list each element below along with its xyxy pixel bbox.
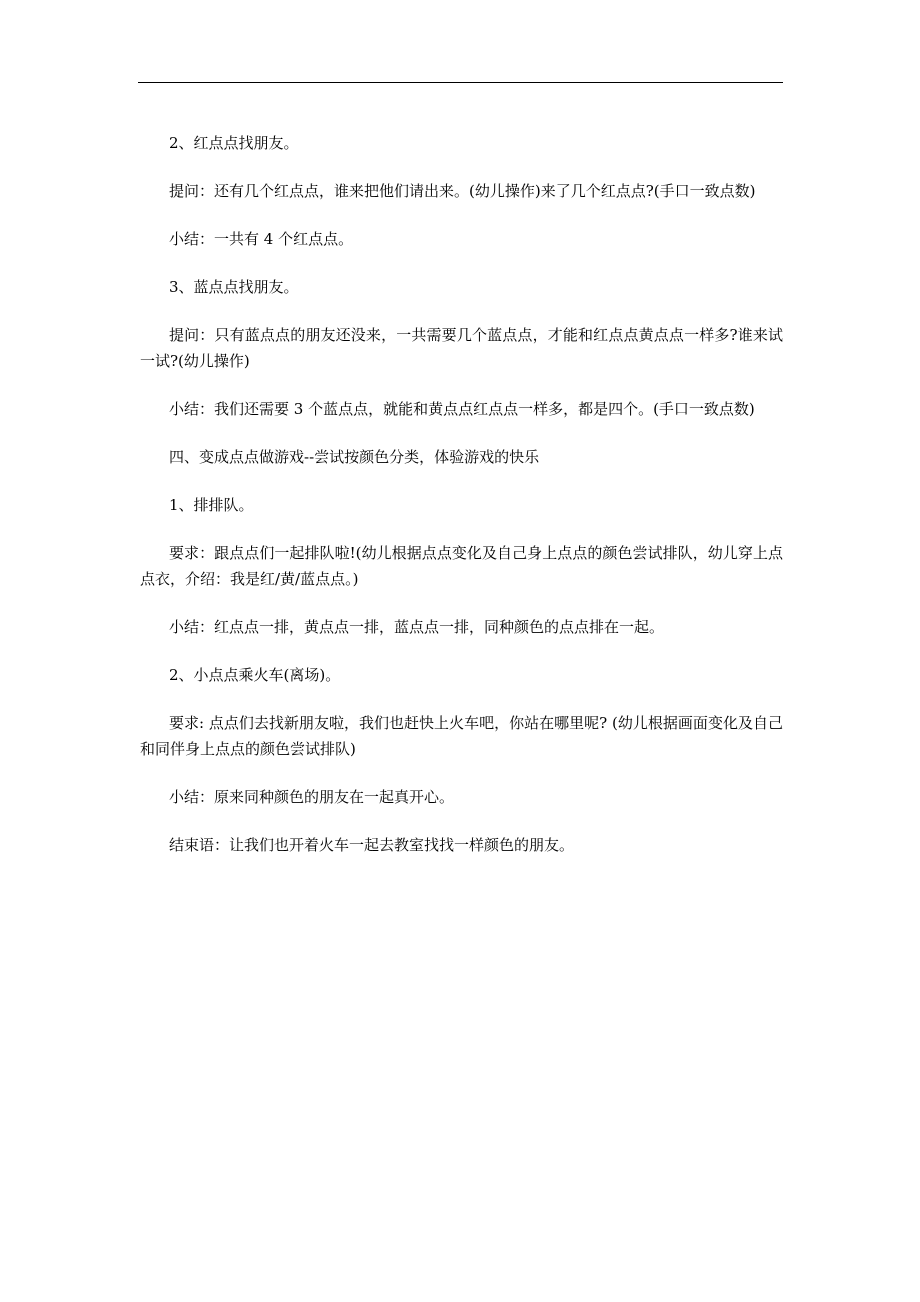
document-body <box>140 130 783 880</box>
paragraph-closing: 结束语：让我们也开着火车一起去教室找找一样颜色的朋友。 <box>169 836 575 854</box>
header-rule <box>138 82 783 83</box>
paragraph-red-dots-question: 提问：还有几个红点点，谁来把他们请出来。(幼儿操作)来了几个红点点?(手口一致点数) <box>169 182 756 200</box>
paragraph-line-up-summary: 小结：红点点一排，黄点点一排，蓝点点一排，同种颜色的点点排在一起。 <box>169 618 665 636</box>
section-four-heading: 四、变成点点做游戏--尝试按颜色分类，体验游戏的快乐 <box>169 448 540 466</box>
paragraph-train-summary: 小结：原来同种颜色的朋友在一起真开心。 <box>169 788 455 806</box>
paragraph-blue-dots-heading: 3、蓝点点找朋友。 <box>169 278 299 296</box>
paragraph-train-heading: 2、小点点乘火车(离场)。 <box>169 666 341 684</box>
paragraph-train-requirement: 要求: 点点们去找新朋友啦，我们也赶快上火车吧，你站在哪里呢? (幼儿根据画面变化及自己和同伴身上点点的颜色尝试排队) <box>140 714 783 758</box>
paragraph-line-up-requirement: 要求：跟点点们一起排队啦!(幼儿根据点点变化及自己身上点点的颜色尝试排队，幼儿穿上点点衣，介绍：我是红/黄/蓝点点。) <box>140 544 783 588</box>
paragraph-blue-dots-question: 提问：只有蓝点点的朋友还没来，一共需要几个蓝点点，才能和红点点黄点点一样多?谁来试一试?(幼儿操作) <box>140 326 783 370</box>
paragraph-red-dots-summary: 小结：一共有 4 个红点点。 <box>169 230 354 248</box>
paragraph-blue-dots-summary: 小结：我们还需要 3 个蓝点点，就能和黄点点红点点一样多，都是四个。(手口一致点数) <box>169 400 755 418</box>
paragraph-red-dots-heading: 2、红点点找朋友。 <box>169 134 299 152</box>
paragraph-line-up-heading: 1、排排队。 <box>169 496 254 514</box>
